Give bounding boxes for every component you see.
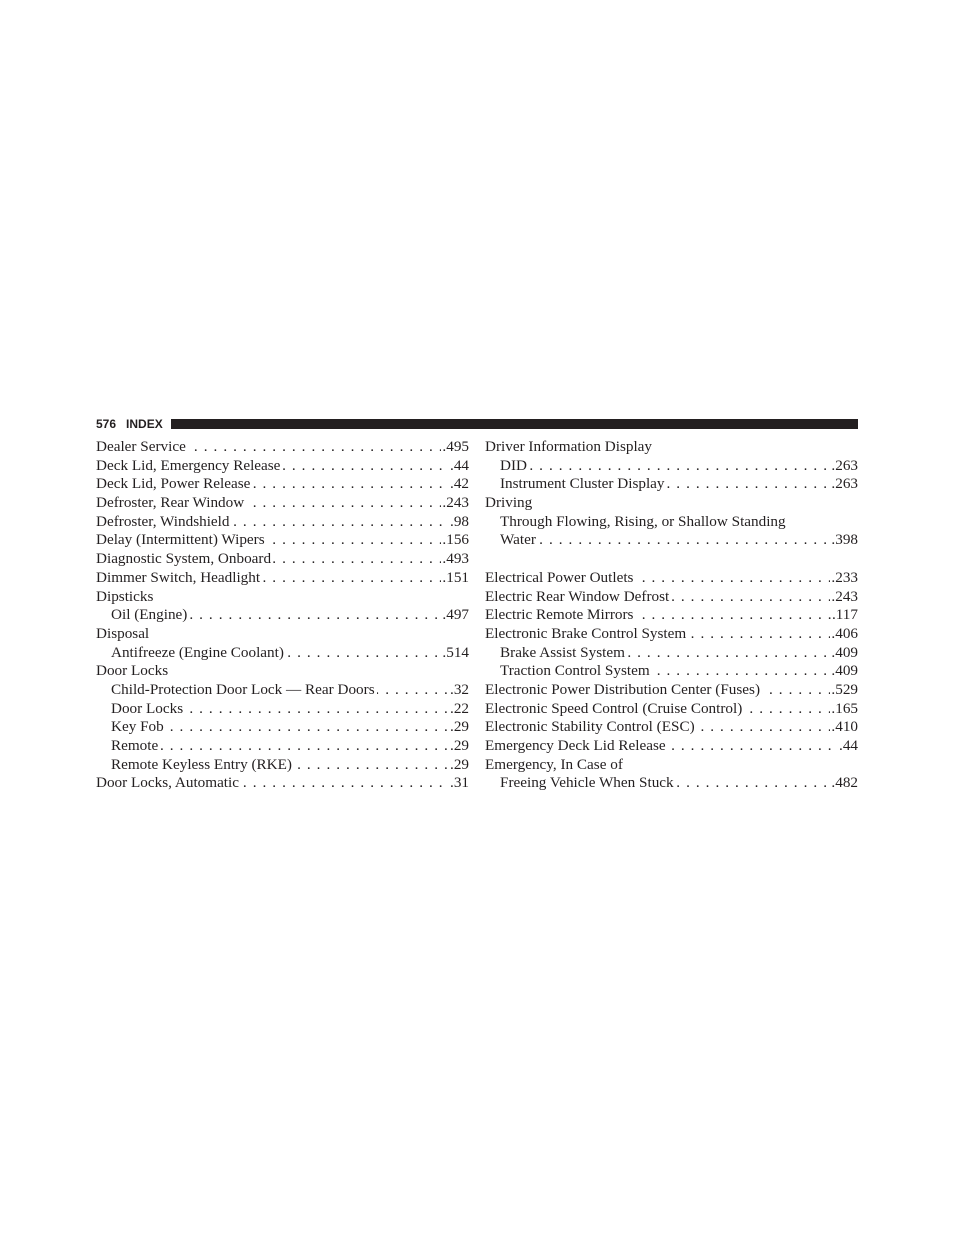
index-entry	[485, 700, 858, 719]
entry-page-number: .44	[450, 456, 469, 474]
index-entry	[96, 662, 469, 681]
entry-label: Electronic Power Distribution Center (Fuses)	[485, 680, 761, 698]
entry-page-number: .44	[839, 737, 858, 754]
index-subentry	[485, 513, 858, 532]
index-subentry	[485, 457, 858, 476]
entry-page-number: .495	[442, 438, 469, 455]
entry-label: Electronic Brake Control System	[485, 624, 687, 642]
entry-label: Through Flowing, Rising, or Shallow Standing	[500, 512, 786, 530]
entry-label: Remote	[111, 737, 159, 754]
entry-label: Emergency Deck Lid Release	[485, 737, 666, 754]
entry-page-number: .263	[831, 456, 858, 474]
entry-label: Remote Keyless Entry (RKE)	[111, 755, 292, 773]
entry-page-number: .409	[831, 643, 858, 661]
entry-page-number: .497	[442, 606, 469, 624]
entry-label: Driver Information Display	[485, 438, 653, 455]
index-subentry	[485, 475, 858, 494]
entry-label: Oil (Engine)	[111, 606, 188, 624]
entry-label: Instrument Cluster Display	[500, 475, 665, 493]
index-entry	[485, 569, 858, 588]
index-subentry	[96, 606, 469, 625]
page-number: 576	[96, 417, 117, 431]
entry-label: Dipsticks	[96, 587, 154, 605]
entry-page-number: .398	[831, 531, 858, 549]
entry-label: Door Locks	[111, 699, 184, 717]
index-subentry	[485, 644, 858, 663]
index-subentry	[96, 718, 469, 737]
entry-label: Disposal	[96, 624, 150, 642]
entry-label: Dimmer Switch, Headlight	[96, 568, 261, 586]
index-column-right	[485, 438, 858, 793]
index-entry	[96, 531, 469, 550]
index-entry	[96, 588, 469, 607]
entry-page-number: .98	[450, 512, 469, 530]
index-entry	[96, 550, 469, 569]
entry-label: Child-Protection Door Lock — Rear Doors	[111, 680, 375, 698]
entry-page-number: .514	[442, 643, 469, 661]
entry-page-number: .32	[450, 680, 469, 698]
entry-page-number: .529	[831, 680, 858, 698]
index-entry	[485, 737, 858, 756]
entry-label: Defroster, Rear Window	[96, 494, 245, 512]
index-entry	[96, 569, 469, 588]
entry-page-number: .263	[831, 475, 858, 493]
entry-page-number: .22	[450, 699, 469, 717]
index-column-left	[96, 438, 469, 793]
entry-page-number: .409	[831, 662, 858, 680]
entry-label: Defroster, Windshield	[96, 512, 230, 530]
entry-label: Door Locks	[96, 662, 169, 680]
index-entry	[485, 681, 858, 700]
running-header	[96, 417, 858, 431]
entry-label: Diagnostic System, Onboard	[96, 550, 272, 568]
index-subentry	[96, 756, 469, 775]
entry-page-number: .29	[450, 755, 469, 773]
entry-label: Delay (Intermittent) Wipers	[96, 531, 265, 549]
entry-label: Traction Control System	[500, 662, 650, 680]
entry-label: Driving	[485, 494, 533, 512]
entry-page-number: .243	[831, 587, 858, 605]
header-rule	[171, 419, 858, 429]
entry-label: Deck Lid, Emergency Release	[96, 456, 281, 474]
entry-label: Door Locks, Automatic	[96, 774, 239, 792]
entry-label: Electric Remote Mirrors	[485, 606, 634, 624]
index-entry	[96, 457, 469, 476]
section-title: INDEX	[126, 417, 163, 431]
index-subentry	[485, 662, 858, 681]
entry-page-number: .117	[831, 606, 858, 624]
entry-page-number: .406	[831, 624, 858, 642]
index-entry	[96, 625, 469, 644]
entry-label: Electronic Speed Control (Cruise Control)	[485, 699, 743, 717]
entry-label: Brake Assist System	[500, 643, 625, 661]
index-entry	[96, 438, 469, 457]
entry-label: Water	[500, 531, 536, 549]
index-subentry	[96, 700, 469, 719]
index-entry	[96, 513, 469, 532]
index-entry	[485, 756, 858, 775]
entry-label: Antifreeze (Engine Coolant)	[111, 643, 284, 661]
entry-label: Freeing Vehicle When Stuck	[500, 774, 674, 792]
index-entry	[485, 606, 858, 625]
index-subentry	[96, 737, 469, 756]
entry-page-number: .482	[831, 774, 858, 792]
entry-label: Electric Rear Window Defrost	[485, 587, 670, 605]
index-entry	[485, 588, 858, 607]
index-entry	[485, 625, 858, 644]
entry-page-number: .243	[442, 494, 469, 512]
index-subentry	[485, 774, 858, 793]
entry-page-number: .156	[442, 531, 469, 549]
entry-page-number: .29	[450, 718, 469, 736]
index-subentry	[96, 681, 469, 700]
index-entry	[96, 475, 469, 494]
entry-label: Key Fob	[111, 718, 164, 736]
entry-page-number: .493	[442, 550, 469, 568]
index-subentry	[96, 644, 469, 663]
entry-label: Deck Lid, Power Release	[96, 475, 251, 493]
entry-page-number: .29	[450, 737, 469, 754]
entry-page-number: .233	[831, 568, 858, 586]
entry-label: Emergency, In Case of	[485, 755, 623, 773]
index-subentry	[485, 531, 858, 550]
entry-page-number: .31	[450, 774, 469, 792]
index-entry	[96, 774, 469, 793]
entry-page-number: .165	[831, 699, 858, 717]
entry-page-number: .151	[442, 568, 469, 586]
entry-label: Electronic Stability Control (ESC)	[485, 718, 695, 736]
entry-label: DID	[500, 456, 527, 474]
index-entry	[96, 494, 469, 513]
index-entry	[485, 438, 858, 457]
entry-page-number: .410	[831, 718, 858, 736]
entry-page-number: .42	[450, 475, 469, 493]
entry-label: Electrical Power Outlets	[485, 568, 634, 586]
index-entry	[485, 718, 858, 737]
entry-label: Dealer Service	[96, 438, 186, 455]
index-entry	[485, 494, 858, 513]
